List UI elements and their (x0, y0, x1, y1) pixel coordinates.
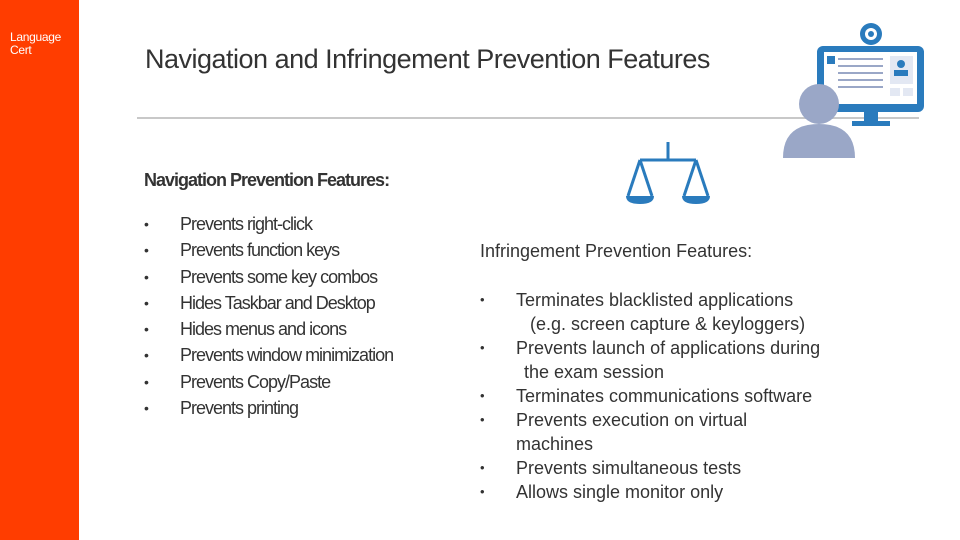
list-item (144, 264, 393, 290)
navigation-list (144, 211, 393, 421)
bullet: • (144, 242, 148, 259)
logo-line-2: Cert (10, 43, 32, 57)
navigation-heading: Navigation Prevention Features: (144, 170, 390, 190)
list-item (480, 408, 820, 456)
bullet: • (480, 484, 485, 499)
bullet: • (480, 388, 485, 403)
list-item (144, 369, 393, 395)
item-text: Hides Taskbar and Desktop (180, 292, 375, 313)
item-text: Prevents some key combos (180, 266, 378, 287)
bullet: • (480, 460, 485, 475)
logo-line-1: Language (10, 30, 61, 44)
list-item (144, 342, 393, 368)
item-text: Prevents execution on virtual (516, 410, 748, 430)
list-item (480, 456, 820, 480)
brand-sidebar (0, 0, 79, 540)
item-text: Terminates blacklisted applications (516, 290, 794, 310)
item-text: Prevents function keys (180, 240, 340, 261)
item-text: Prevents right-click (180, 214, 313, 234)
bullet: • (480, 340, 485, 355)
bullet: • (480, 292, 485, 307)
list-item (480, 336, 820, 384)
list-item (144, 316, 393, 342)
page-title: Navigation and Infringement Prevention Features (145, 44, 710, 74)
list-item (480, 384, 820, 408)
infringement-list (480, 288, 820, 504)
user-at-computer-icon (780, 20, 930, 162)
list-item (480, 480, 820, 504)
bullet: • (144, 400, 148, 417)
bullet: • (144, 321, 148, 338)
item-text: Prevents Copy/Paste (180, 371, 331, 392)
bullet: • (144, 294, 148, 311)
list-item (144, 290, 393, 316)
item-text: Prevents window minimization (180, 345, 394, 366)
item-text: Prevents printing (180, 398, 299, 419)
item-text: Prevents simultaneous tests (516, 458, 742, 478)
infringement-heading: Infringement Prevention Features: (480, 241, 753, 261)
item-text: Hides menus and icons (180, 319, 347, 340)
item-text-continued: (e.g. screen capture & keyloggers) (530, 314, 806, 334)
list-item (144, 237, 393, 263)
bullet: • (144, 347, 148, 364)
bullet: • (144, 216, 148, 232)
item-text-continued: the exam session (524, 362, 665, 382)
languagecert-logo (10, 31, 61, 57)
item-text: Allows single monitor only (516, 482, 724, 502)
item-text-continued: machines (516, 434, 594, 454)
list-item (480, 288, 820, 336)
balance-scale-icon (618, 140, 718, 215)
item-text: Terminates communications software (516, 386, 813, 406)
bullet: • (144, 268, 148, 285)
list-item (144, 211, 393, 237)
item-text: Prevents launch of applications during (516, 338, 821, 358)
bullet: • (144, 373, 148, 390)
bullet: • (480, 412, 485, 427)
list-item (144, 395, 393, 421)
